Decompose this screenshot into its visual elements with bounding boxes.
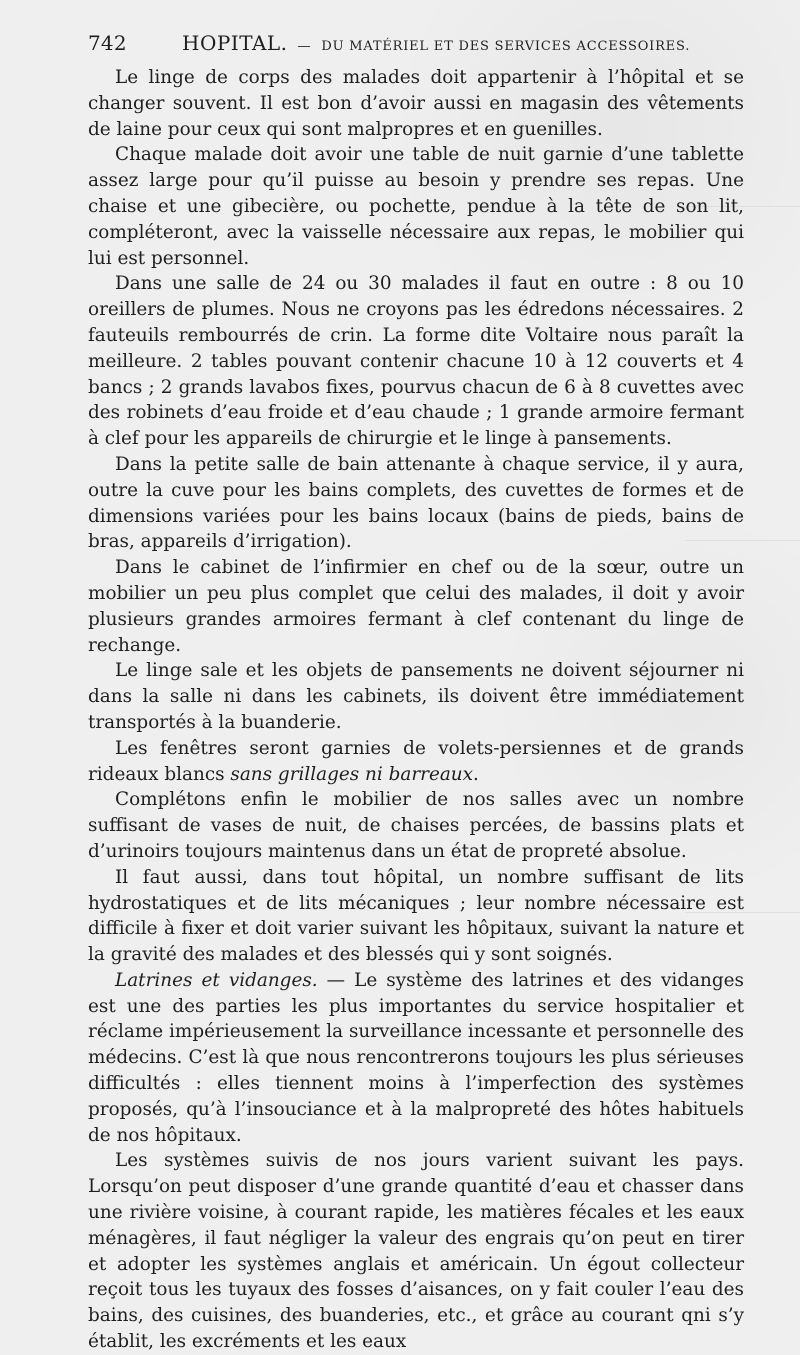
paper-bleed-line: [685, 912, 800, 913]
section-heading-inline: Latrines et vidanges.: [115, 969, 318, 991]
paragraph-text: Dans le cabinet de l’infirmier en chef ou de la sœur, outre un mobilier un peu plus complet que celui des malades, il doit y avoir plusieurs grandes armoires fermant à clef contenant du linge de rechange.: [88, 557, 744, 656]
italic-phrase: sans grillages ni barreaux: [230, 763, 474, 785]
paragraph-sanitary-furniture: [88, 787, 744, 864]
paragraph-text: Complétons enfin le mobilier de nos salles avec un nombre suffisant de vases de nuit, de chaises percées, de bassins plats et d’urinoirs toujours maintenus dans un état de propreté absolue.: [88, 789, 744, 862]
paragraph-text: Dans la petite salle de bain attenante à chaque service, il y aura, outre la cuve pour les bains complets, des cuvettes de formes et de dimensions variées pour les bains locaux (bains de pieds, bains de bras, appareils d’irrigation).: [88, 453, 744, 553]
paragraph-text: — Le système des latrines et des vidanges est une des parties les plus importantes du service hospitalier et réclame impérieusement la surveillance incessante et personnelle des médecins. C’est là que nous rencontrerons toujours les plus sérieuses difficultés : elles tiennent moins à l’imperfection des systèmes proposés, qu’à l’insouciance et à la malpropreté des hôtes habituels de nos hôpitaux.: [88, 969, 744, 1146]
paragraph-windows: [88, 736, 744, 788]
running-title: HOPITAL.: [182, 31, 288, 55]
running-subtitle: DU MATÉRIEL ET DES SERVICES ACCESSOIRES.: [321, 39, 691, 54]
paragraph-dirty-linen: [88, 658, 744, 735]
paragraph-text: Les fenêtres seront garnies de volets-persiennes et de grands rideaux blancs: [88, 737, 744, 785]
paragraph-bath-room: [88, 452, 744, 555]
paragraph-special-beds: [88, 865, 744, 968]
paragraph-text: Chaque malade doit avoir une table de nuit garnie d’une tablette assez large pour qu’il puisse au besoin y prendre ses repas. Une chaise et une gibecière, ou pochette, pendue à la tête de son lit, compléteront, avec la vaisselle nécessaire aux repas, le mobilier qui lui est personnel.: [88, 144, 744, 269]
paragraph-text: Dans une salle de 24 ou 30 malades il faut en outre : 8 ou 10 oreillers de plumes. Nous ne croyons pas les édredons nécessaires. 2 fauteuils rembourrés de crin. La forme dite Voltaire nous paraît la meilleure. 2 tables pouvant contenir chacune 10 à 12 couverts et 4 bancs ; 2 grands lavabos fixes, pourvus chacun de 6 à 8 cuvettes avec des robinets d’eau froide et d’eau chaude ; 1 grande armoire fermant à clef pour les appareils de chirurgie et le linge à pansements.: [88, 273, 744, 450]
paper-bleed-line: [685, 540, 800, 541]
page-number: 742: [88, 31, 127, 55]
paragraph-text: Le linge de corps des malades doit appartenir à l’hôpital et se changer souvent. Il est bon d’avoir aussi en magasin des vêtements de laine pour ceux qui sont malpropres et en guenilles.: [88, 67, 744, 140]
paragraph-latrines: [88, 968, 744, 1149]
paragraph-nurse-cabinet: [88, 555, 744, 658]
paragraph-end: .: [473, 763, 479, 785]
running-header: [88, 31, 744, 65]
body-text: [88, 65, 744, 1355]
paragraph-linen: [88, 65, 744, 142]
paragraph-bedside-table: [88, 142, 744, 271]
paragraph-text: Il faut aussi, dans tout hôpital, un nombre suffisant de lits hydrostatiques et de lits mécaniques ; leur nombre nécessaire est difficile à fixer et doit varier suivant les hôpitaux, suivant la nature et la gravité des malades et des blessés qui y sont soignés.: [88, 866, 744, 966]
paragraph-ward-furniture: [88, 271, 744, 452]
running-subtitle-separator: —: [297, 39, 312, 54]
paragraph-text: Les systèmes suivis de nos jours varient suivant les pays. Lorsqu’on peut disposer d’une grande quantité d’eau et chasser dans une rivière voisine, à courant rapide, les matières fécales et les eaux ménagères, il faut négliger la valeur des engrais qu’on peut en tirer et adopter les systèmes anglais et américain. Un égout collecteur reçoit tous les tuyaux des fosses d’aisances, on y fait couler l’eau des bains, des cuisines, des buanderies, etc., et grâce au courant qni s’y établit, les excréments et les eaux: [88, 1150, 744, 1353]
paper-bleed-line: [685, 206, 800, 207]
paragraph-sewage-systems: [88, 1148, 744, 1354]
paragraph-text: Le linge sale et les objets de pansements ne doivent séjourner ni dans la salle ni dans les cabinets, ils doivent être immédiatement transportés à la buanderie.: [88, 660, 744, 733]
